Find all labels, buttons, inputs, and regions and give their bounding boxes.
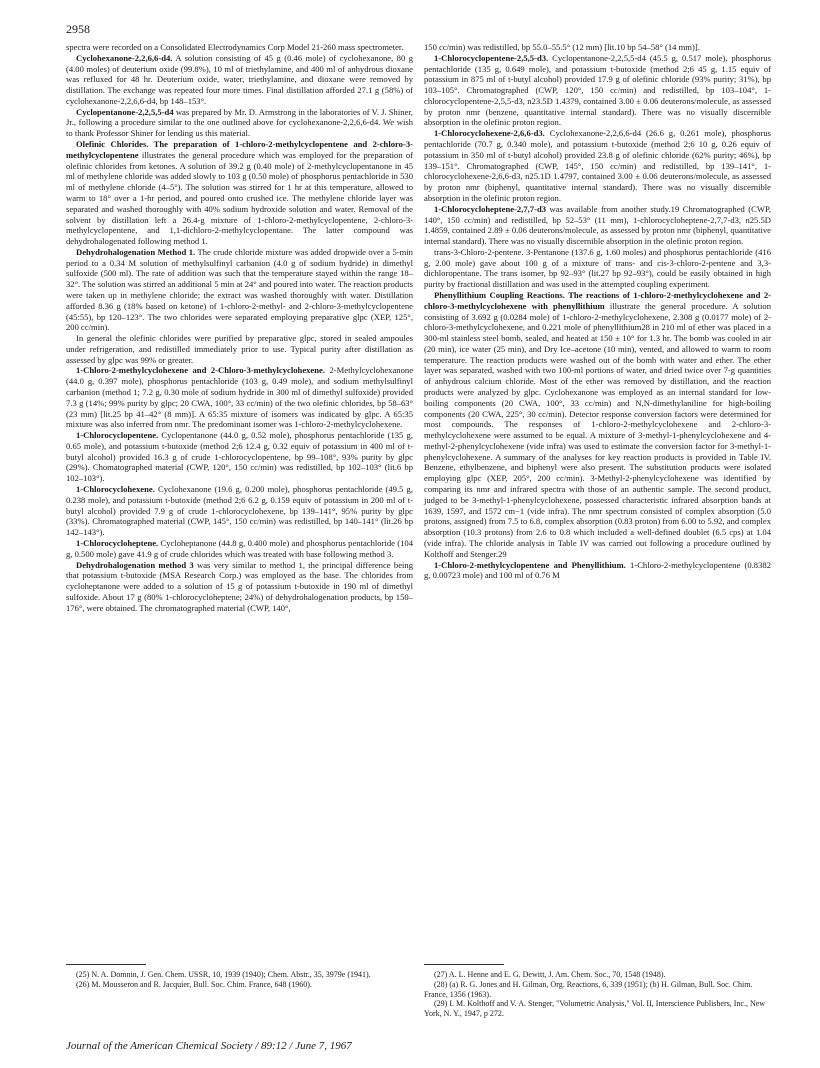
paragraph-text: was available from another study.19 Chromatographed (CWP, 140°, 150 cc/min) and redistilled, bp 52–53° (11 mm), 1-chlorocycloheptene-2,7,7-d3, n25.5D 1.4859, contained 2.89 ± 0.06 deuterons/molecule, as assessed by proton nmr (biphenyl, quantitative internal standard). There was no visually discernible absorption in the olefinic proton region. (424, 203, 771, 247)
paragraph (66, 560, 413, 614)
footnote: (28) (a) R. G. Jones and H. Gilman, Org. Reactions, 6, 339 (1951); (b) H. Gilman, Bull. Soc. Chim. France, 1356 (1963). (424, 979, 753, 999)
paragraph-text: trans-3-Chloro-2-pentene. 3-Pentanone (137.6 g, 1.60 moles) and phosphorus pentachloride (416 g, 2.00 mole) gave about 100 g of a mixture of trans- and cis-3-chloro-2-pentene and 3,3-dichloropentane. The trans isomer, bp 92–93° (lit.27 bp 92–93°), could be easily obtained in high purity by fractional distillation and was used in the attempted coupling experiment. (424, 246, 771, 290)
paragraph (424, 560, 771, 582)
paragraph (66, 365, 413, 430)
paragraph (424, 53, 771, 128)
footnote: (25) N. A. Domnin, J. Gen. Chem. USSR, 10, 1939 (1940); Chem. Abstr., 35, 3979e (1941). (76, 970, 371, 979)
footnotes-left (66, 958, 413, 990)
paragraph (424, 247, 771, 290)
footnote: (27) A. L. Henne and E. G. Dewitt, J. Am. Chem. Soc., 70, 1548 (1948). (434, 970, 666, 979)
footnote: (29) I. M. Kolthoff and V. A. Stenger, "Volumetric Analysis," Vol. II, Interscience Publishers, Inc., New York, N. Y., 1947, p 272. (424, 999, 766, 1018)
paragraph (66, 484, 413, 538)
paragraph-heading: 1-Chloro-2-methylcyclopentene and Phenyllithium. (434, 559, 626, 570)
paragraph (424, 204, 771, 247)
paragraph-text: A solution consisting of 45 g (0.46 mole) of cyclohexanone, 80 g (4.00 moles) of deuterium oxide (99.8%), 10 ml of triethylamine, and 400 ml of anhydrous dioxane was refluxed for 48 hr. Deuterium oxide, water, triethylamine, and dioxane were removed by distillation. The exchange was repeated four more times. Final distillation afforded 27.1 g (58%) of cyclohexanone-2,2,6,6-d4, bp 148–153°. (66, 52, 413, 106)
paragraph (424, 128, 771, 203)
paragraph (66, 333, 413, 365)
paragraph (66, 139, 413, 247)
paragraph (66, 430, 413, 484)
paragraph-text: was very similar to method 1, the principal difference being that potassium t-butoxide (MSA Research Corp.) was employed as the base. The chlorides from cycloheptanone were added to a solution of 15 g of potassium t-butoxide in 190 ml of dimethyl sulfoxide. About 17 g (80% 1-chlorocycloheptene; 24%) of dehydrohalogenation products, bp 150–176°, were obtained. The chromatographed material (CWP, 140°, (66, 559, 414, 613)
paragraph-text: Cyclopentanone-2,2,5,5-d4 (45.5 g, 0.517 mole), phosphorus pentachloride (135 g, 0.649 mole), and potassium t-butoxide (method 2;6 45 g, 1.15 equiv of potassium in 875 ml of t-butyl alcohol) provided 17.9 g of olefinic chloride (93% purity; 31%), bp 103–105°. Chromatographed (CWP, 120°, 150 cc/min) and redistilled, bp 103–104°, 1-chlorocyclopentene-2,5,5-d3, n23.5D 1.4379, contained 3.00 ± 0.06 deuterons/molecule, as assessed by proton nmr (benzene, quantitative internal standard). There was no visually discernible absorption in the olefinic proton region. (424, 52, 771, 128)
paragraph-heading: Olefinic Chlorides. The preparation of 1-chloro-2-methylcyclopentene and 2-chloro-3-methylcyclopentene (66, 139, 413, 160)
paragraph (66, 107, 413, 139)
paragraph (66, 42, 413, 53)
paragraph-heading: Dehydrohalogenation Method 1. (76, 246, 196, 257)
paragraph-heading: 1-Chlorocyclohexene. (76, 484, 155, 495)
paragraph (424, 42, 771, 53)
left-column (66, 42, 413, 613)
footnote-rule (424, 964, 504, 965)
paragraph-text: Cyclopentanone (44.0 g, 0.52 mole), phosphorus pentachloride (135 g, 0.65 mole), and potassium t-butoxide (method 2;6 12.4 g, 0.32 equiv of potassium in 400 ml of t-butyl alcohol) provided 16.3 g of crude 1-chlorocyclopentene, bp 99–108°, 93% purity by glpc (29%). Chomatographed material (CWP, 120°, 150 cc/min) was redistilled, bp 102–103° (lit.6 bp 102–103°). (66, 430, 413, 484)
paragraph-heading: 1-Chlorocyclopentene-2,5,5-d3. (434, 52, 549, 63)
paragraph-text: The crude chloride mixture was added dropwide over a 5-min period to a 0.34 M solution of methylsulfinyl carbanion (4.0 g of sodium hydride) in dimethyl sulfoxide (500 ml). The rate of addition was such that the temperature stayed within the range 18–32°. The solution was stirred an additional 5 min at 24° and poured into water. The reaction products were taken up in methylene chloride; the extract was washed thoroughly with water. Distillation afforded 8.36 g (18% based on ketone) of 1-chloro-2-methyl- and 2-chloro-3-methylcyclopentene (45:55), bp 120–123°. The two chlorides were separated employing preparative glpc (XEP, 125°, 200 cc/min). (66, 246, 413, 333)
paragraph-text: illustrates the general procedure which was employed for the preparation of olefinic chlorides from ketones. A solution of 39.2 g (0.40 mole) of 2-methylcyclopentanone in 45 ml of methylene chloride was added slowly to 103 g (0.50 mole) of phosphorus pentachloride in 530 ml of methylene chloride (4–5°). The solution was stirred for 1 hr at this temperature, allowed to warm to 18° over a 1-hr period, and poured onto crushed ice. The methylene chloride layer was separated and washed thoroughly with 40% sodium hydroxide solution and water. Removal of the solvent by distillation left a 26.4-g mixture of 1-chloro-2-methylcyclopentene, 2-chloro-3-methylcyclopentene, and 1,1-dichloro-2-methylcyclopentane. The latter compound was dehydrohalogenated following method 1. (66, 149, 413, 247)
paragraph (66, 538, 413, 560)
paragraph (66, 247, 413, 333)
paragraph-heading: 1-Chlorocyclopentene. (76, 430, 159, 441)
page-number: 2958 (66, 22, 90, 36)
paragraph-heading: Cyclohexanone-2,2,6,6-d4. (76, 52, 173, 63)
paragraph-heading: 1-Chlorocycloheptene. (76, 537, 159, 548)
paragraph-text: 1-Chloro-2-methylcyclopentene (0.8382 g, 0.00723 mole) and 100 ml of 0.76 M (424, 559, 771, 581)
paragraph-text: Cycloheptanone (44.8 g, 0.400 mole) and phosphorus pentachloride (104 g, 0.500 mole) gave 41.9 g of crude chlorides which was treated with base following method 3. (66, 537, 413, 559)
paragraph-heading: Dehydrohalogenation method 3 (76, 559, 194, 570)
right-column (424, 42, 771, 581)
paragraph-text: spectra were recorded on a Consolidated Electrodynamics Corp Model 21-260 mass spectrometer. (66, 42, 404, 52)
journal-footer: Journal of the American Chemical Society / 89:12 / June 7, 1967 (66, 1040, 352, 1052)
paragraph-text: Cyclohexanone (19.6 g, 0.200 mole), phosphorus pentachloride (49.5 g, 0.238 mole), and potassium t-butoxide (method 2;6 6.2 g, 0.159 equiv of potassium in 200 ml of t-butyl alcohol) provided 7.9 g of crude 1-chlorocyclohexene, bp 139–141°, 95% purity by glpc (33%). Chromatographed material (CWP, 145°, 150 cc/min) was redistilled, bp 140–141° (lit.26 bp 142–143°). (66, 484, 413, 538)
paragraph-text: 2-Methylcyclohexanone (44.0 g, 0.397 mole), phosphorus pentachloride (103 g, 0.49 mole), and sodium methylsulfinyl carbanion (method 1; 7.2 g, 0.30 mole of sodium hydride in 300 ml of dimethyl sulfoxide) provided 7.3 g (14%; 99% purity by glpc; 20 CWA, 100°, 33 cc/min) of the two olefinic chlorides, bp 58–63° (23 mm) [lit.25 bp 41–42° (8 mm)]. A 65:35 mixture of isomers was indicated by glpc. A 65:35 mixture was also inferred from nmr. The predominant isomer was 1-chloro-2-methylcyclohexene. (66, 365, 414, 430)
paragraph-heading: Cyclopentanone-2,2,5,5-d4 (76, 106, 174, 117)
paragraph (66, 53, 413, 107)
paragraph-heading: 1-Chloro-2-methylcyclohexene and 2-Chloro-3-methylcyclohexene. (76, 365, 325, 376)
paragraph-text: illustrate the general procedure. A solution consisting of 3.692 g (0.0284 mole) of 1-chloro-2-methylcyclohexene, 2.308 g (0.0177 mole) of 2-chloro-3-methylcyclohexene, and 0.221 mole of phenyllithium28 in 210 ml of ether was placed in a 300-ml stainless steel bomb, sealed, and heated at 150 ± 10° for 1.3 hr. The bomb was cooled in air (20 min), ice water (25 min), and Dry Ice–acetone (10 min), vented, and allowed to warm to room temperature. The reaction products were washed out of the bomb with water and ether. The ether layer was separated, washed with two 100-ml portions of water, and dried twice over 7-g quantities of anhydrous calcium chloride. Most of the ether was removed by distillation, and the reaction products were analyzed by glpc. Cyclohexanone was employed as an internal standard for low-boiling components (20 CWA, 100°, 33 cc/min) and N,N-dimethylaniline for high-boiling components (20 CWA, 225°, 30 cc/min). Detector response conversion factors were determined for most compounds. The responses of 1-chloro-2-methylcyclohexene and 2-chloro-3-methylcyclohexene were assumed to be equal. A mixture of 3-methyl-1-phenylcyclohexene and 4-methyl-2-phenylcyclohexene (vide infra) was used to estimate the conversion factor for 3-methyl-1-phenylcyclohexene. A summary of the analyses for key reaction products is provided in Table IV. Benzene, ethylbenzene, and biphenyl were also present. The substitution products were isolated employing glpc (XEP, 205°, 200 cc/min). 3-Methyl-2-phenylcyclohexene was identified by comparing its nmr and infrared spectra with those of an authentic sample. The second product, judged to be 3-methyl-1-phenylcyclohexene, possessed characteristic infrared absorption bands at 1639, 1597, and 1572 cm−1 (vide infra). The nmr spectrum consisted of complex absorption (5.0 protons, assigned) from 7.5 to 6.8, complex absorption (0.83 proton) from 6.00 to 5.92, and complex absorption (10.3 protons) from 2.6 to 0.8 which included a well-defined doublet (6.5 cps) at 1.04 (vide infra). The chloride analysis in Table IV was carried out following a procedure outlined by Kolthoff and Stenger.29 (424, 300, 772, 559)
paragraph-heading: Phenyllithium Coupling Reactions. The reactions of 1-chloro-2-methylcyclohexene and 2-chloro-3-methylcyclohexene with phenyllithium (424, 289, 771, 311)
paragraph-text: In general the olefinic chlorides were purified by preparative glpc, stored in sealed ampoules under refrigeration, and redistilled immediately prior to use. Typical purity after distillation as assessed by glpc was 99% or greater. (66, 333, 413, 365)
paragraph (424, 290, 771, 560)
paragraph-heading: 1-Chlorocycloheptene-2,7,7-d3 (434, 203, 547, 214)
paragraph-text: was prepared by Mr. D. Armstrong in the laboratories of V. J. Shiner, Jr., following a procedure similar to the one outlined above for cyclohexanone-2,2,6,6-d4. We wish to thank Professor Shiner for lending us this material. (66, 106, 413, 139)
footnotes-right (424, 958, 771, 1019)
paragraph-heading: 1-Chlorocyclohexene-2,6,6-d3. (434, 128, 545, 139)
paragraph-text: Cyclohexanone-2,2,6,6-d4 (26.6 g, 0.261 mole), phosphorus pentachloride (70.7 g, 0.340 mole), and potassium t-butoxide (method 2;6 10 g, 0.26 equiv of potassium in 350 ml of t-butyl alcohol) provided 23.8 g of olefinic chloride (62% purity; 46%), bp 139–151°. Chromatographed (CWP, 145°, 150 cc/min) and redistilled, bp 139–141°, 1-chlorocyclohexene-2,6,6-d3, n25.1D 1.4797, contained 3.00 ± 0.06 deuterons/molecule, as assessed by proton nmr (biphenyl, quantitative internal standard). There was no visually discernible absorption in the olefinic proton region. (424, 128, 771, 203)
paragraph-text: 150 cc/min) was redistilled, bp 55.0–55.5° (12 mm) [lit.10 bp 54–58° (14 mm)]. (424, 42, 700, 52)
footnote-rule (66, 964, 146, 965)
footnote: (26) M. Mousseron and R. Jacquier, Bull. Soc. Chim. France, 648 (1960). (76, 979, 312, 989)
